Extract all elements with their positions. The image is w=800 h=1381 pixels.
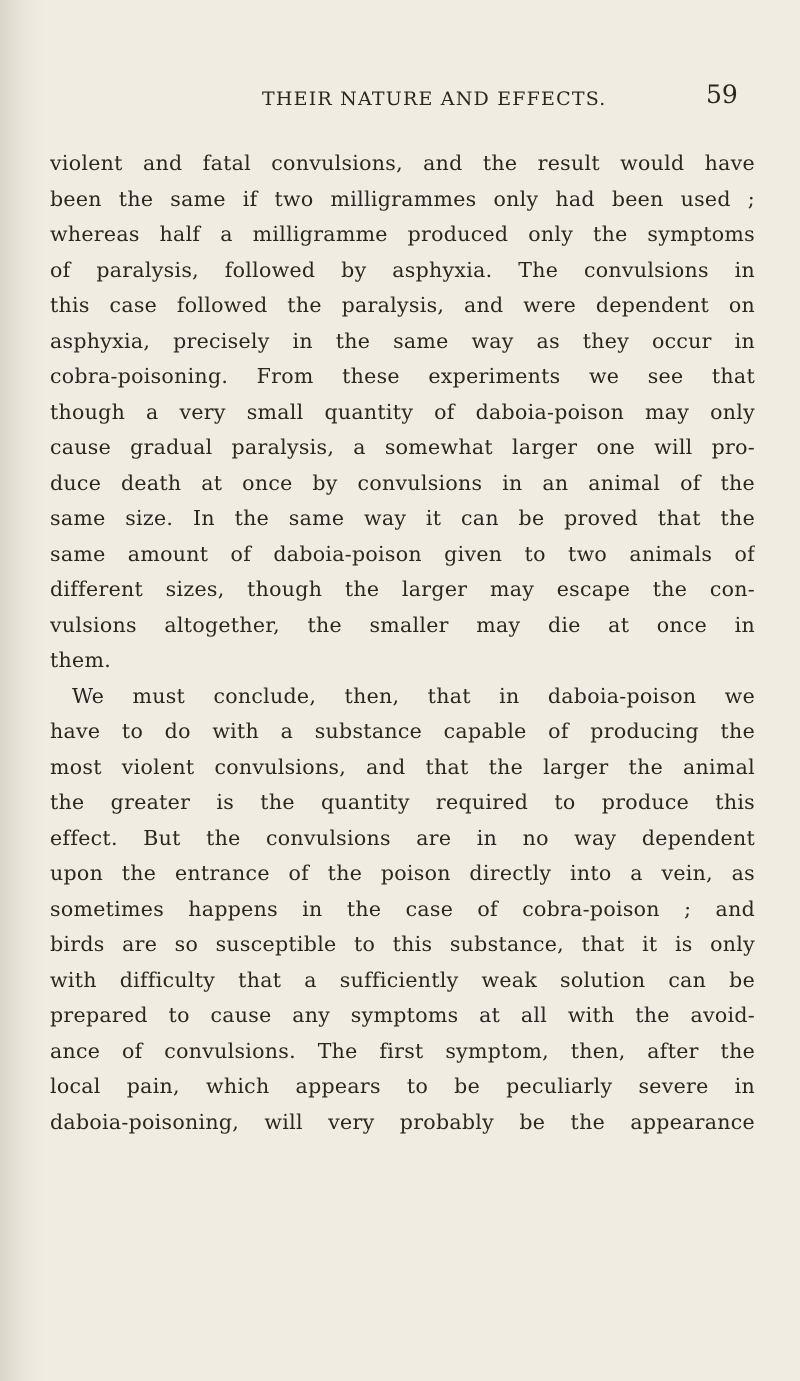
- text-line: cobra-poisoning. From these experiments we see that: [50, 364, 755, 388]
- body-text: [50, 146, 755, 1140]
- text-line: have to do with a substance capable of producing the: [50, 719, 755, 743]
- text-line: different sizes, though the larger may escape the con-: [50, 577, 755, 601]
- text-line: whereas half a milligramme produced only the symptoms: [50, 222, 755, 246]
- text-line: daboia-poisoning, will very probably be the appearance: [50, 1109, 755, 1134]
- text-line: violent and fatal convulsions, and the result would have: [50, 151, 755, 175]
- text-line: upon the entrance of the poison directly into a vein, as: [50, 861, 755, 885]
- text-line: local pain, which appears to be peculiarly severe in: [50, 1074, 755, 1098]
- text-line: cause gradual paralysis, a somewhat larger one will pro-: [50, 435, 755, 459]
- page-header: [0, 80, 800, 120]
- text-line: them.: [50, 648, 112, 672]
- text-line: this case followed the paralysis, and were dependent on: [50, 293, 755, 317]
- text-line: duce death at once by convulsions in an animal of the: [50, 470, 755, 495]
- text-line: same amount of daboia-poison given to two animals of: [50, 541, 755, 566]
- page-number: 59: [706, 80, 738, 109]
- text-line: effect. But the convulsions are in no way dependent: [50, 825, 755, 850]
- text-line: the greater is the quantity required to produce this: [50, 790, 755, 814]
- text-line: with difficulty that a sufficiently weak solution can be: [50, 967, 755, 992]
- text-line: same size. In the same way it can be proved that the: [50, 506, 755, 530]
- text-line: ance of convulsions. The first symptom, then, after the: [50, 1038, 755, 1063]
- text-line: of paralysis, followed by asphyxia. The convulsions in: [50, 257, 755, 282]
- text-line: prepared to cause any symptoms at all with the avoid-: [50, 1003, 755, 1027]
- text-line: vulsions altogether, the smaller may die at once in: [50, 612, 755, 637]
- running-head: THEIR NATURE AND EFFECTS.: [262, 88, 607, 110]
- text-line: been the same if two milligrammes only had been used ;: [50, 186, 755, 211]
- text-line: birds are so susceptible to this substance, that it is only: [50, 932, 755, 956]
- text-line: sometimes happens in the case of cobra-poison ; and: [50, 896, 755, 921]
- text-line: though a very small quantity of daboia-poison may only: [50, 399, 755, 424]
- text-line: We must conclude, then, that in daboia-poison we: [72, 683, 755, 708]
- text-line: most violent convulsions, and that the larger the animal: [50, 754, 755, 779]
- text-line: asphyxia, precisely in the same way as they occur in: [50, 328, 755, 353]
